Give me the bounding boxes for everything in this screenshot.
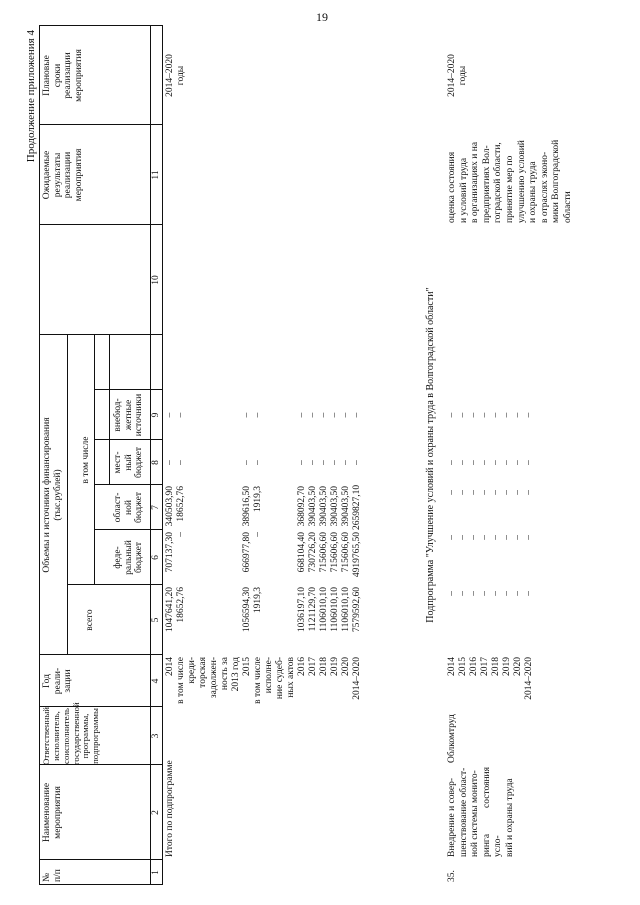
row35-years: 2014 2015 2016 2017 2018 2019 2020 2014–2020 [447,657,534,700]
itogo-extra: – – – – – – – – – – [165,412,362,418]
header-num: № п/п [42,869,63,882]
col-number: 9 [151,412,161,418]
page-number: 19 [316,10,328,24]
header-local: мест- ный бюджет [113,446,145,479]
header-total: всего [85,609,95,631]
header-name: Наименование мероприятия [42,782,63,843]
col-number: 10 [151,275,161,285]
header-year: Год реали- зации [42,667,74,695]
col-number: 7 [151,505,161,510]
itogo-years: 2014 в том числе креди- торская задолжен- ность за 2013 год 2015 в том числе исполне- ние судеб- ных актов 2016 2017 2018 2019 2020 2014–2020 [165,657,362,704]
col-number: 4 [151,678,161,684]
itogo-federal: 707137,30 – 666977,80 – 668104,40 730726,20 715606,60 715606,60 715606,60 4919765,50 [165,532,362,578]
header-funding: Объемы и источники финансирования (тыс.рублей) [42,417,63,573]
row35-num: 35. [447,870,457,882]
header-regional: област- ной бюджет [113,491,145,524]
row35-terms: 2014–2020 годы [447,54,468,97]
col-number: 3 [151,733,161,739]
header-incl: в том числе [81,436,91,484]
col-number: 6 [151,555,161,560]
itogo-total: 1047641,20 18652,76 1056594,30 1919,3 1036197,10 1121129,70 1106010,10 1106010,10 1106010,10 7579592,60 [165,587,362,633]
subprogram-title: Подпрограмма "Улучшение условий и охраны труда в Волгоградской области" [425,287,436,623]
col-number: 5 [151,617,161,623]
row35-results: оценка состояния и условий труда в организациях и на предприятиях Вол- гоградской области, принятие мер по улучшению условий и охраны труда в отраслях эконо- мики Волгоградской области [447,139,573,223]
row35-total: – – – – – – – – [447,591,534,596]
itogo-label: Итого по подпрограмме [165,760,175,857]
col-number: 2 [151,810,161,815]
header-results: Ожидаемые результаты реализации мероприятия [42,148,84,202]
header-terms: Плановые сроки реализации мероприятия [42,49,84,102]
header-extra: внебюд- жетные источники [113,393,145,437]
col-number: 1 [151,870,161,875]
itogo-local: – – – – – – – – – – [165,460,362,465]
col-number: 11 [151,170,161,180]
row35-executor: Облкомтруд [447,714,457,763]
row35-regional: – – – – – – – – [447,490,534,495]
itogo-regional: 340503,90 18652,76 389616,50 1919,3 368092,70 390403,50 390403,50 390403,50 390403,50 2659827,10 [165,484,362,530]
row35-name: Внедрение и совер- шенствование област- ной системы монито- ринга состояния усло- вий и охраны труда [447,767,515,857]
row35-local: – – – – – – – – [447,460,534,465]
continuation-label: Продолжение приложения 4 [25,30,37,163]
col-number: 8 [151,460,161,465]
itogo-terms: 2014–2020 годы [165,54,186,97]
header-executor: Ответственный исполнитель, соисполнитель государственной программы, подпрограммы [41,702,101,765]
row35-extra: – – – – – – – – [447,412,534,418]
header-federal: феде- ральный бюджет [113,540,145,575]
row35-federal: – – – – – – – – [447,535,534,540]
rotated-table-sheet [25,25,640,885]
